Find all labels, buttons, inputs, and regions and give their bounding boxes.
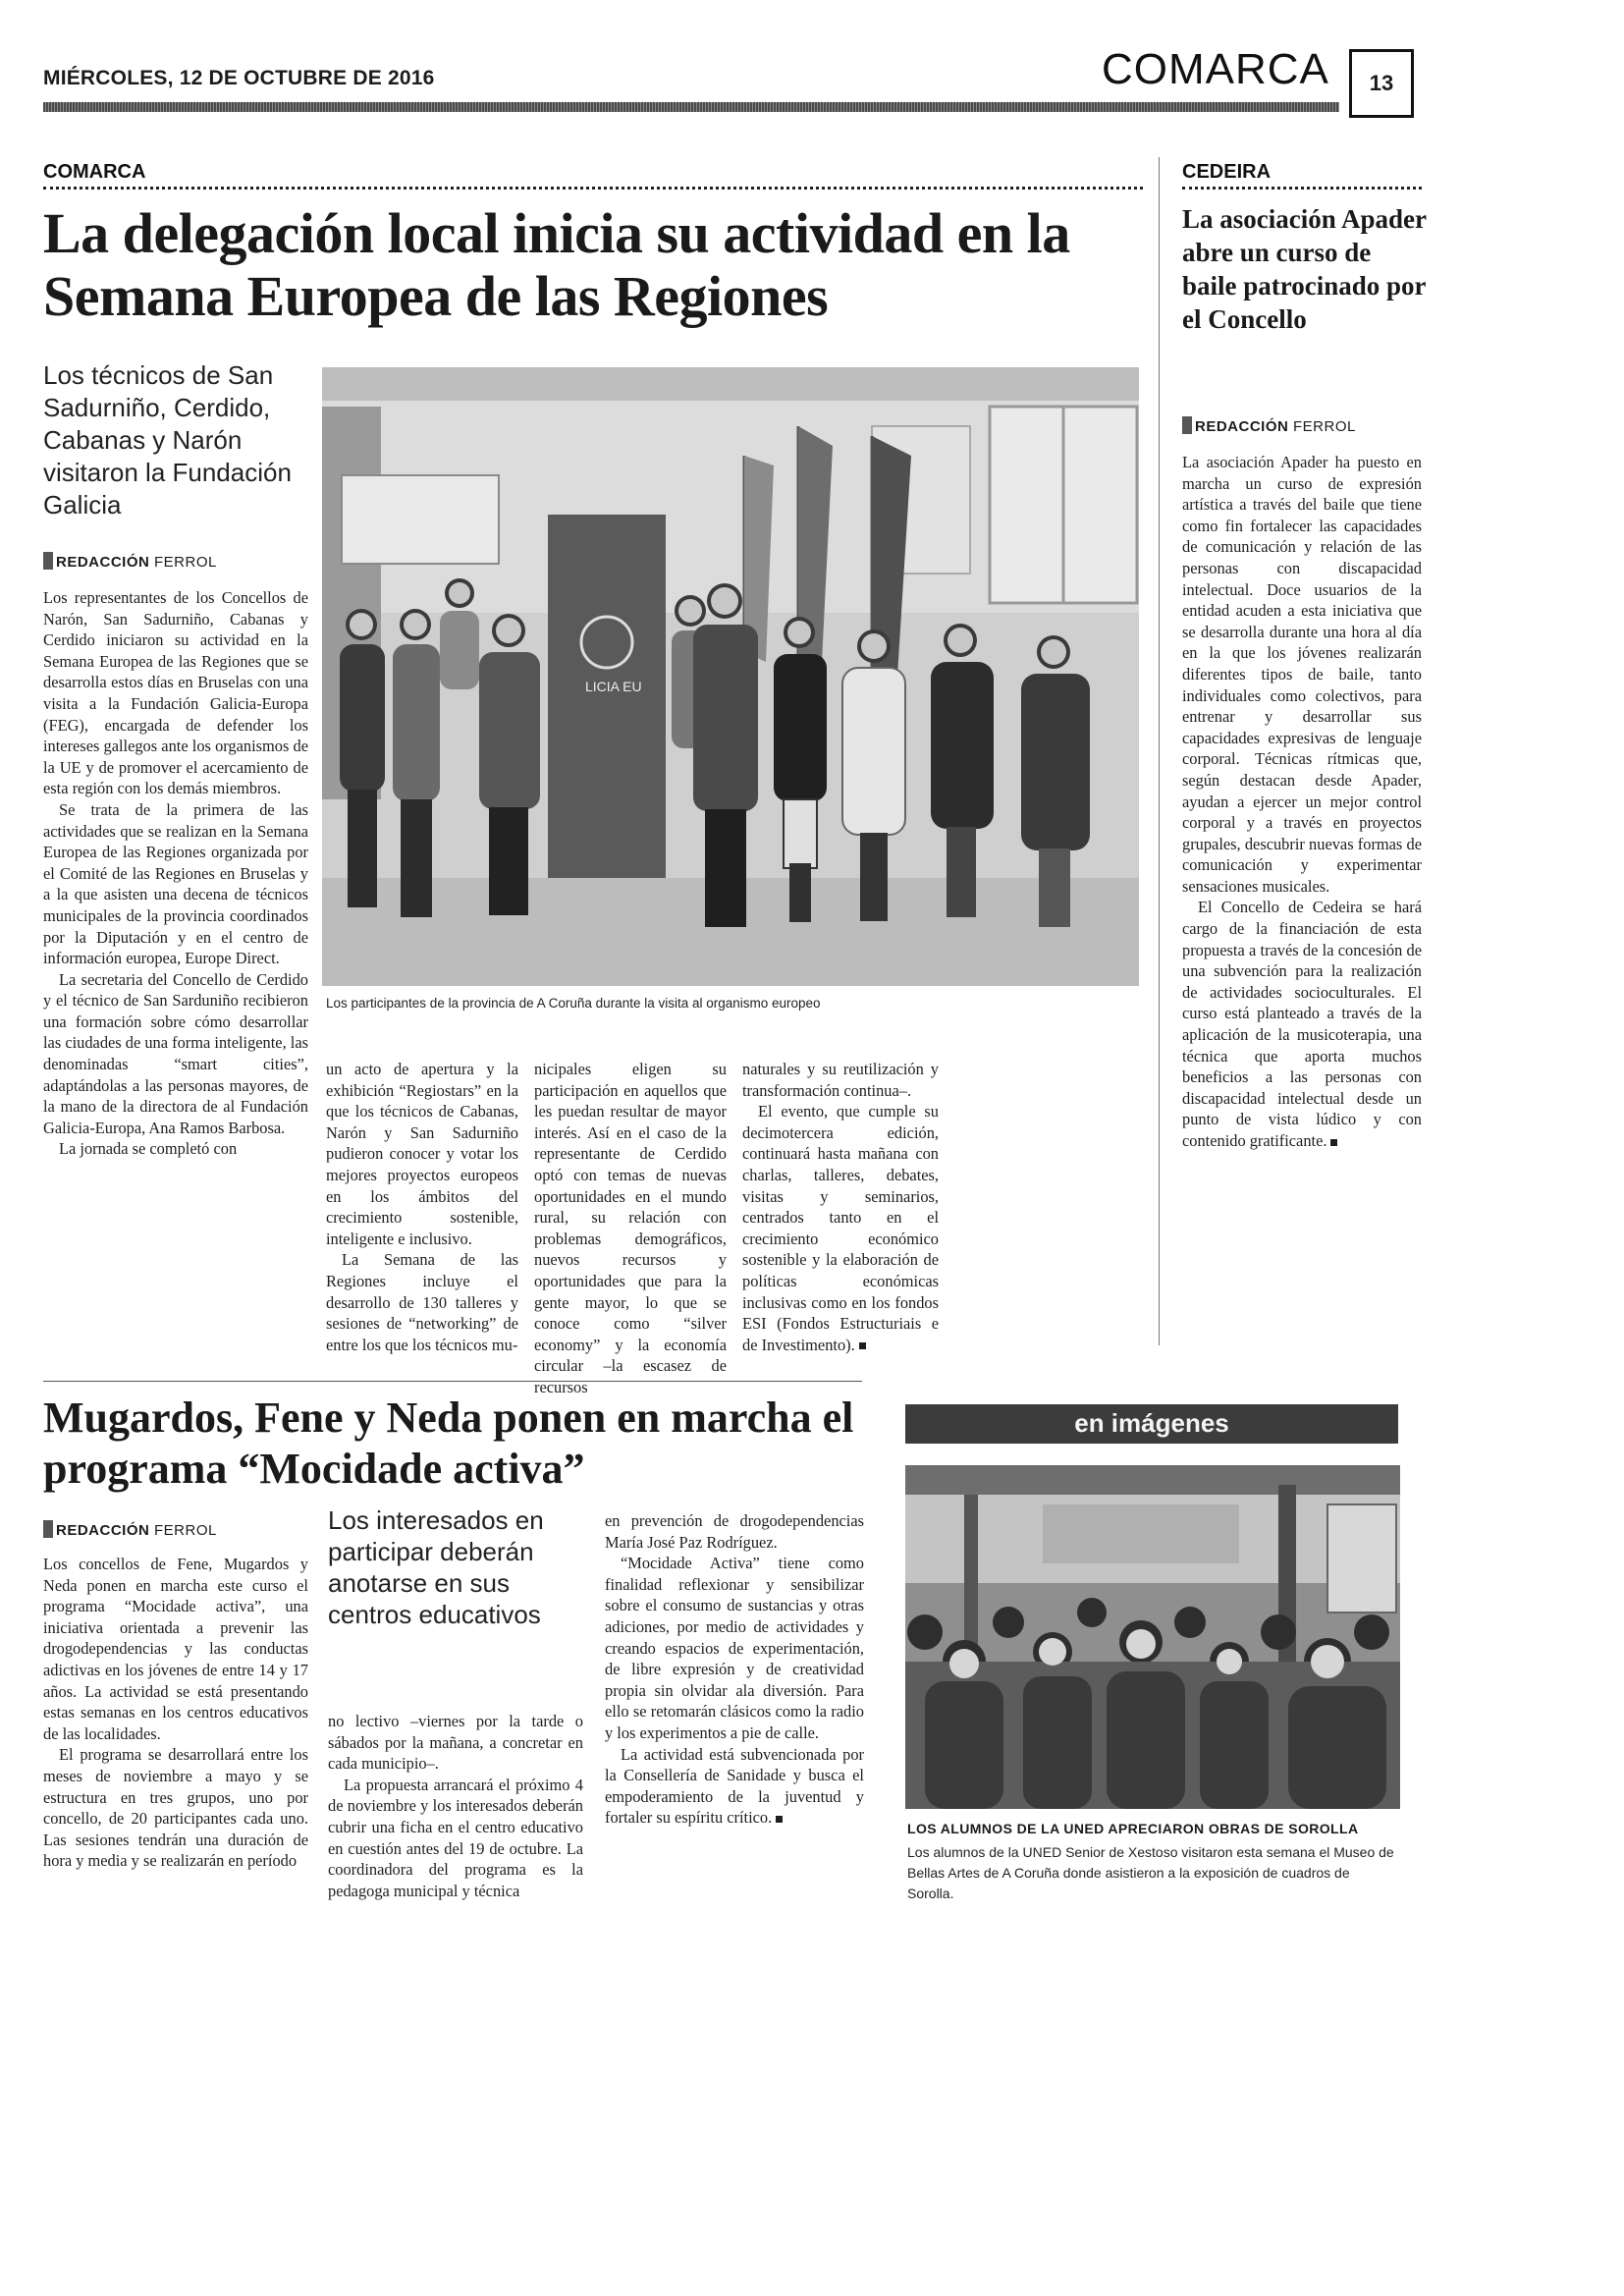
side-kicker: CEDEIRA <box>1182 161 1272 183</box>
second-col-1 <box>43 1554 308 1872</box>
second-col2-p2: La propuesta arrancará el próximo 4 de noviembre y los interesados deberán cubrir una ficha en el centro educativo en cuestión antes del 19 de octubre. La coordinadora del programa es la pedagoga municipal y técnica <box>328 1775 583 1900</box>
main-deck: Los técnicos de San Sadurniño, Cerdido, Cabanas y Narón visitaron la Fundación Galicia <box>43 360 292 519</box>
gallery-label: en imágenes <box>1074 1408 1229 1438</box>
main-photo <box>322 367 1139 986</box>
page-number: 13 <box>1369 71 1394 95</box>
byline-mark <box>43 552 53 570</box>
side-kicker-rule <box>1182 187 1422 190</box>
byline-mark <box>1182 416 1192 434</box>
header-rule <box>43 102 1339 112</box>
masthead-date: MIÉRCOLES, 12 DE OCTUBRE DE 2016 <box>43 67 435 89</box>
second-deck: Los interesados en participar deberán anotarse en sus centros educativos <box>328 1505 544 1629</box>
main-col-1 <box>43 587 308 1160</box>
byline-place: FERROL <box>154 554 217 571</box>
main-col1-p1: Los representantes de los Concellos de Narón, San Sadurniño, Cabanas y Cerdido iniciaron su actividad en la Semana Europea de las Regiones que se desarrolla estos días en Bruselas con una visita a la Fundación Galicia-Europa (FEG), encargada de defender los intereses gallegos ante los organismos de la UE y de promover el acercamiento de esta región con los demás miembros. <box>43 588 308 798</box>
main-col4-p1: naturales y su reutilización y transformación continua–. <box>742 1060 939 1100</box>
main-col-4 <box>742 1059 939 1355</box>
side-p2 <box>1182 897 1422 1151</box>
main-kicker-rule <box>43 187 1143 190</box>
column-divider <box>1159 157 1160 1345</box>
main-col4-p2 <box>742 1101 939 1355</box>
side-byline <box>1182 416 1356 435</box>
second-col3-p3 <box>605 1744 864 1829</box>
main-col2-p1: un acto de apertura y la exhibición “Regiostars” en la que los técnicos de Cabanas, Narón y San Sadurniño pudieron conocer y votar los mejores proyectos europeos en los ámbitos del crecimiento sostenible, inteligente e inclusivo. <box>326 1060 518 1248</box>
byline-author: REDACCIÓN <box>56 1522 150 1539</box>
byline-author: REDACCIÓN <box>1195 418 1289 435</box>
side-p1: La asociación Apader ha puesto en marcha un curso de expresión artística a través del baile que tiene como fin fortalecer las capacidades de comunicación y relación de las personas con discapacidad intelectual. Doce usuarios de la entidad acuden a esta iniciativa que se desarrolla durante una hora al día en la que los jóvenes realizarán diferentes tipos de baile, tanto individuales como colectivos, para entrenar y desarrollar sus capacidades expresivas de lenguaje corporal. Técnicas rítmicas que, según destacan desde Apader, ayudan a ejercer un mejor control corporal y a través en proyectos grupales, descubrir nuevas formas de comunicación y experimentar sensaciones musicales. <box>1182 453 1422 896</box>
masthead-section: COMARCA <box>1102 45 1329 93</box>
side-body <box>1182 452 1422 1152</box>
second-col2-p1: no lectivo –viernes por la tarde o sábados por la mañana, a concretar en cada municipio–. <box>328 1712 583 1774</box>
second-headline: Mugardos, Fene y Neda ponen en marcha el programa “Mocidade activa” <box>43 1394 854 1493</box>
main-kicker: COMARCA <box>43 161 146 183</box>
byline-author: REDACCIÓN <box>56 554 150 571</box>
second-col3-p1: en prevención de drogodependencias María José Paz Rodríguez. <box>605 1511 864 1552</box>
second-col-3 <box>605 1510 864 1829</box>
end-mark <box>859 1342 866 1349</box>
end-mark <box>776 1816 783 1823</box>
second-byline <box>43 1520 217 1539</box>
main-photo-caption: Los participantes de la provincia de A Coruña durante la visita al organismo europeo <box>326 996 821 1011</box>
main-col2-p2: La Semana de las Regiones incluye el desarrollo de 130 talleres y sesiones de “networking” de entre los que los técnicos mu- <box>326 1250 518 1354</box>
second-col3-p2: “Mocidade Activa” tiene como finalidad reflexionar y sensibilizar sobre el consumo de sustancias y otras adiciones, por medio de actividades y creando espacios de experimentación, de libre expresión y de creatividad propia sin olvidar ala diversión. Para ello se retomarán clásicos como la radio y los experimentos a pie de calle. <box>605 1554 864 1742</box>
second-col-2 <box>328 1711 583 1901</box>
gallery-photo <box>905 1465 1400 1809</box>
byline-place: FERROL <box>1293 418 1356 435</box>
main-col1-p3: La secretaria del Concello de Cerdido y el técnico de San Sarduniño recibieron una formación sobre cómo desarrollar las ciudades de una forma inteligente, las denominadas “smart cities”, adaptándolas a las personas mayores, de la mano de la directora de al Fundación Galicia-Europa, Ana Ramos Barbosa. <box>43 969 308 1137</box>
main-col-3 <box>534 1059 727 1398</box>
byline-place: FERROL <box>154 1522 217 1539</box>
main-col1-p2: Se trata de la primera de las actividades que se realizan en la Semana Europea de las Regiones organizada por el Comité de las Regiones en Bruselas y a la que asisten una decena de técnicos municipales de la provincia coordinados por la Diputación y en el centro de información europea, Europe Direct. <box>43 799 308 968</box>
side-headline: La asociación Apader abre un curso de baile patrocinado por el Concello <box>1182 204 1427 334</box>
main-byline <box>43 552 217 571</box>
second-col1-p1: Los concellos de Fene, Mugardos y Neda ponen en marcha este curso el programa “Mocidade activa”, una iniciativa orientada a prevenir las drogodependencias y las conductas adictivas en los jóvenes de entre 14 y 17 años. La actividad se está presentando estas semanas en los centros educativos de las localidades. <box>43 1555 308 1743</box>
main-col4-p2-text: El evento, que cumple su decimotercera edición, continuará hasta mañana con charlas, talleres, debates, visitas y seminarios, centrados tanto en el crecimiento económico sostenible y la elaboración de políticas económicas inclusivas como en los fondos ESI (Fondos Estructuriais e de Investimento). <box>742 1102 939 1354</box>
main-headline: La delegación local inicia su actividad en la Semana Europea de las Regiones <box>43 201 1070 328</box>
main-col3-p1: nicipales eligen su participación en aquellos que les puedan resultar de mayor interés. Así en el caso de la representante de Cerdido optó con temas de nuevas oportunidades en el mundo rural, su relación con problemas demográficos, nuevos recursos y oportunidades que para la gente mayor, lo que se conoce como “silver economy” y la economía circular –la escasez de recursos <box>534 1060 727 1396</box>
side-p2-text: El Concello de Cedeira se hará cargo de la financiación de esta propuesta a través de la concesión de una subvención para la realización de actividades socioculturales. El curso está planteado a través de la aplicación de la musicoterapia, una técnica que aporta muchos beneficios a las personas con discapacidad intelectual desde un punto de vista lúdico y con contenido gratificante. <box>1182 898 1422 1150</box>
section-rule <box>43 1381 862 1382</box>
photo-sign-text: LICIA EU <box>585 679 642 694</box>
end-mark <box>1330 1139 1337 1146</box>
byline-mark <box>43 1520 53 1538</box>
gallery-caption-title: LOS ALUMNOS DE LA UNED APRECIARON OBRAS DE SOROLLA <box>907 1821 1359 1836</box>
main-col1-p4: La jornada se completó con <box>59 1139 238 1159</box>
second-col1-p2: El programa se desarrollará entre los meses de noviembre a mayo y se estructura en tres grupos, uno por concello, de 20 participantes cada uno. Las sesiones tendrán una duración de hora y media y se realizarán en período <box>43 1745 308 1871</box>
gallery-caption-text: Los alumnos de la UNED Senior de Xestoso visitaron esta semana el Museo de Bellas Artes de A Coruña donde asistieron a la exposición de cuadros de Sorolla. <box>907 1844 1394 1901</box>
second-col3-p3-text: La actividad está subvencionada por la Consellería de Sanidade y busca el empoderamiento de la juventud y fortaler su espíritu crítico. <box>605 1744 864 1828</box>
main-col-2 <box>326 1059 518 1355</box>
